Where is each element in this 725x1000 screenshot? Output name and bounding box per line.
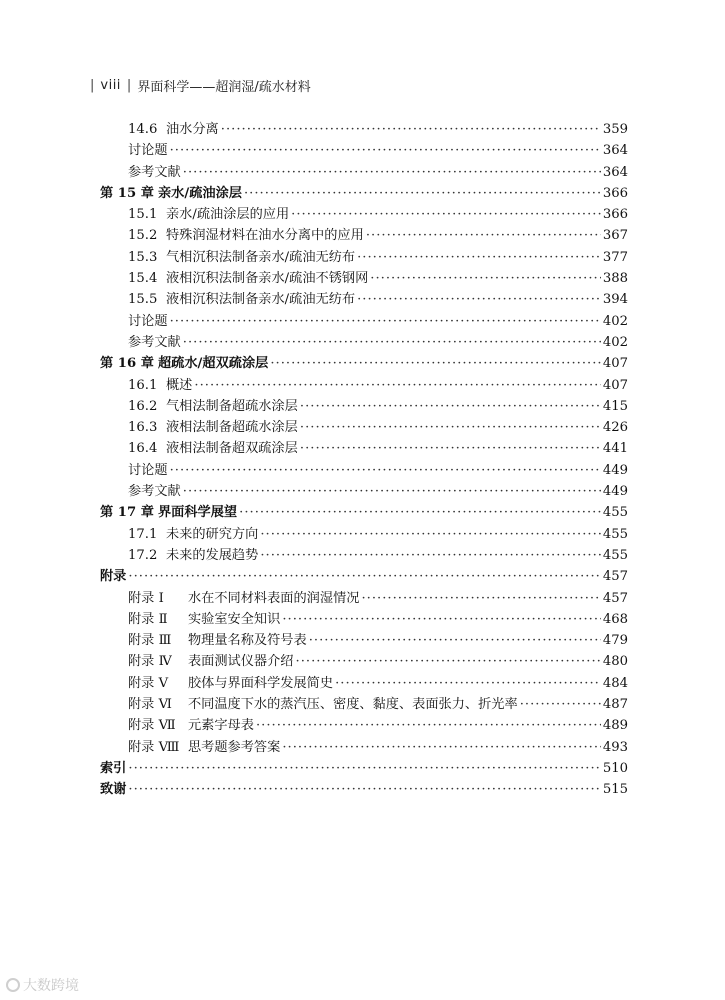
dot-leader [128,782,600,797]
toc-entry-number: 附录 Ⅰ [128,590,164,606]
toc-entry-page: 457 [602,590,628,606]
toc-entry-title: 参考文献 [128,484,181,500]
toc-entry[interactable] [100,608,628,629]
toc-entry[interactable] [100,288,628,309]
toc-entry[interactable] [100,629,628,650]
dot-leader [366,228,601,243]
dot-leader [291,207,601,222]
dot-leader [170,143,601,158]
toc-entry-number: 附录 Ⅵ [128,697,172,713]
dot-leader [128,569,600,584]
toc-entry-page: 484 [602,675,628,691]
toc-entry-title: 参考文献 [128,164,181,180]
book-title: 界面科学——超润湿/疏水材料 [137,80,311,95]
toc-entry-page: 468 [602,611,628,627]
dot-leader [183,484,601,499]
toc-entry-title: 液相沉积法制备亲水/疏油不锈钢网 [166,271,369,287]
toc-entry[interactable] [100,182,628,203]
toc-entry-page: 402 [602,334,628,350]
page-number-label: viii [100,78,121,93]
toc-entry-page: 359 [602,122,628,137]
toc-entry-number: 14.6 [128,122,158,137]
toc-entry-title: 亲水/疏油涂层的应用 [166,207,290,223]
toc-entry[interactable] [100,331,628,352]
dot-leader [256,718,601,733]
toc-entry-title: 讨论题 [128,313,168,329]
dot-leader [260,527,601,542]
toc-entry-page: 480 [602,654,628,670]
toc-entry[interactable] [100,118,628,139]
dot-leader [361,591,600,606]
toc-entry-page: 415 [602,398,628,414]
toc-entry-number: 16.1 [128,377,158,393]
toc-entry[interactable] [100,650,628,671]
dot-leader [170,314,601,329]
dot-leader [520,697,601,712]
toc-entry-page: 449 [602,484,628,500]
toc-entry[interactable] [100,544,628,565]
toc-entry-page: 407 [602,377,628,393]
toc-entry-title: 讨论题 [128,462,168,478]
toc-entry[interactable] [100,203,628,224]
toc-entry-number: 16.2 [128,398,158,414]
toc-entry[interactable] [100,565,628,586]
toc-entry-page: 493 [602,739,628,755]
toc-entry-number: 15.2 [128,228,158,244]
toc-entry-title: 元素字母表 [188,718,254,734]
toc-entry[interactable] [100,161,628,182]
toc-entry-title: 概述 [166,377,193,393]
dot-leader [309,633,601,648]
toc-entry-number: 第 16 章 [100,356,154,372]
toc-entry[interactable] [100,352,628,373]
toc-entry-title: 参考文献 [128,334,181,350]
toc-entry-page: 364 [602,164,628,180]
toc-entry[interactable] [100,246,628,267]
toc-entry[interactable] [100,139,628,160]
toc-entry-title: 未来的研究方向 [166,526,259,542]
toc-entry-number: 15.3 [128,249,158,265]
toc-entry-title: 液相法制备超疏水涂层 [166,420,298,436]
watermark-logo-icon [6,978,20,992]
toc-entry-title: 亲水/疏油涂层 [158,185,242,201]
toc-entry-title: 实验室安全知识 [188,611,281,627]
toc-entry-page: 487 [602,697,628,713]
toc-entry-page: 366 [602,207,628,223]
toc-entry[interactable] [100,395,628,416]
toc-entry-page: 407 [602,356,628,372]
toc-entry-number: 16.4 [128,441,158,457]
toc-entry-title: 界面科学展望 [158,505,238,521]
toc-entry[interactable] [100,416,628,437]
dot-leader [260,548,601,563]
toc-entry[interactable] [100,672,628,693]
toc-entry[interactable] [100,310,628,331]
toc-entry-title: 超疏水/超双疏涂层 [158,356,269,372]
toc-entry-title: 讨论题 [128,143,168,159]
toc-entry-title: 思考题参考答案 [188,739,281,755]
running-header: | viii | 界面科学——超润湿/疏水材料 [90,78,311,95]
toc-entry[interactable] [100,757,628,778]
toc-entry-number: 第 17 章 [100,505,154,521]
toc-entry[interactable] [100,736,628,757]
dot-leader [183,335,601,350]
toc-entry-page: 455 [602,547,628,563]
toc-entry-page: 426 [602,420,628,436]
toc-entry-page: 367 [602,228,628,244]
toc-entry-title: 不同温度下水的蒸汽压、密度、黏度、表面张力、折光率 [188,697,518,713]
toc-entry-page: 455 [602,505,628,521]
dot-leader [221,122,601,137]
toc-entry[interactable] [100,778,628,799]
toc-entry-title: 气相沉积法制备亲水/疏油无纺布 [166,249,356,265]
toc-entry-title: 液相法制备超双疏涂层 [166,441,298,457]
toc-entry[interactable] [100,693,628,714]
toc-entry-title: 油水分离 [166,122,219,137]
toc-entry-title: 表面测试仪器介绍 [188,654,294,670]
dot-leader [128,761,600,776]
toc-entry-page: 388 [602,271,628,287]
toc-entry[interactable] [100,374,628,395]
table-of-contents [100,118,628,800]
dot-leader [183,165,601,180]
toc-entry-title: 附录 [100,569,127,585]
toc-entry[interactable] [100,437,628,458]
toc-entry[interactable] [100,587,628,608]
toc-entry-page: 489 [602,718,628,734]
dot-leader [300,441,601,456]
watermark-text: 大数跨境 [23,978,79,994]
toc-entry-title: 未来的发展趋势 [166,547,259,563]
toc-entry-number: 15.1 [128,207,158,223]
toc-entry[interactable] [100,501,628,522]
dot-leader [239,505,601,520]
toc-entry-number: 附录 Ⅴ [128,675,169,691]
toc-entry-number: 附录 Ⅳ [128,654,172,670]
dot-leader [282,612,601,627]
toc-entry-title: 胶体与界面科学发展简史 [188,675,334,691]
toc-entry-title: 气相法制备超疏水涂层 [166,398,298,414]
toc-entry-title: 特殊润湿材料在油水分离中的应用 [166,228,364,244]
toc-entry-number: 15.5 [128,292,158,308]
toc-entry-number: 附录 Ⅲ [128,633,172,649]
toc-entry[interactable] [100,714,628,735]
dot-leader [300,420,601,435]
toc-entry[interactable] [100,523,628,544]
dot-leader [357,250,601,265]
toc-entry-page: 515 [602,782,628,798]
dot-leader [370,271,601,286]
dot-leader [300,399,601,414]
toc-entry-number: 第 15 章 [100,185,154,201]
toc-entry-number: 16.3 [128,420,158,436]
toc-entry-number: 附录 Ⅷ [128,739,180,755]
toc-entry-number: 17.2 [128,547,158,563]
dot-leader [170,463,601,478]
toc-entry[interactable] [100,459,628,480]
dot-leader [194,378,600,393]
toc-entry-page: 364 [602,143,628,159]
toc-entry[interactable] [100,267,628,288]
toc-entry-number: 附录 Ⅱ [128,611,168,627]
toc-entry-page: 510 [602,760,628,776]
toc-entry-page: 441 [602,441,628,457]
toc-entry-page: 449 [602,462,628,478]
toc-entry-page: 394 [602,292,628,308]
toc-entry-page: 479 [602,633,628,649]
watermark [6,975,79,995]
toc-entry-title: 液相沉积法制备亲水/疏油无纺布 [166,292,356,308]
toc-entry-title: 物理量名称及符号表 [188,633,307,649]
toc-entry-title: 水在不同材料表面的润湿情况 [188,590,360,606]
toc-entry-number: 17.1 [128,526,158,542]
toc-entry[interactable] [100,480,628,501]
toc-entry-number: 15.4 [128,271,158,287]
toc-entry-number: 附录 Ⅶ [128,718,176,734]
toc-entry-page: 377 [602,249,628,265]
toc-entry-title: 致谢 [100,782,127,798]
toc-entry[interactable] [100,224,628,245]
dot-leader [335,676,601,691]
toc-entry-page: 457 [602,569,628,585]
dot-leader [296,654,601,669]
toc-entry-page: 366 [602,185,628,201]
dot-leader [270,356,601,371]
dot-leader [244,186,601,201]
toc-entry-page: 402 [602,313,628,329]
dot-leader [357,292,601,307]
toc-entry-title: 索引 [100,760,127,776]
dot-leader [282,740,601,755]
toc-entry-page: 455 [602,526,628,542]
